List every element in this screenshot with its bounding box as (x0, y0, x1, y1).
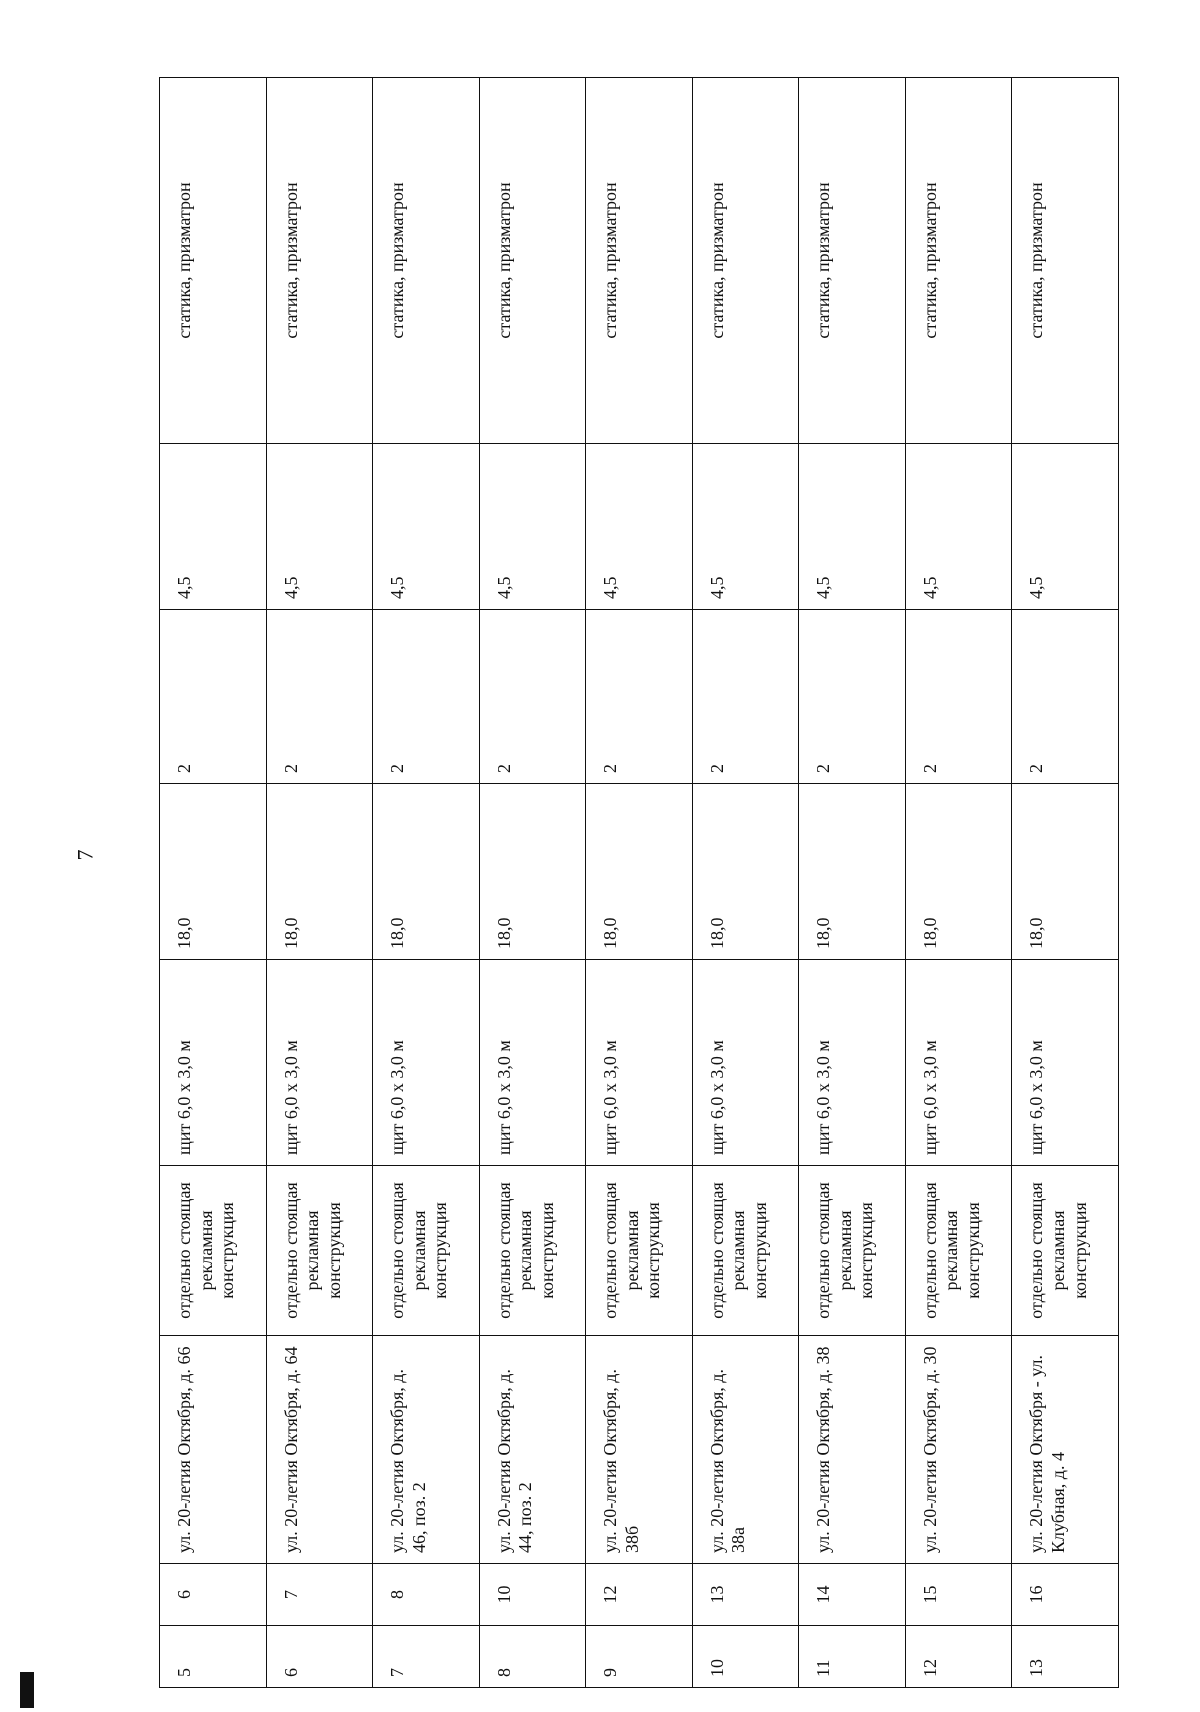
area-cell: 18,0 (692, 784, 799, 960)
position-number-cell: 6 (160, 1564, 267, 1626)
kind-cell: статика, призматрон (799, 78, 906, 444)
table-row (373, 78, 480, 1688)
advertising-structures-table (159, 77, 1119, 1688)
area-cell: 18,0 (266, 784, 373, 960)
position-number-cell: 14 (799, 1564, 906, 1626)
rotated-table-frame (159, 78, 1119, 1688)
kind-cell: статика, призматрон (373, 78, 480, 444)
size-cell: щит 6,0 х 3,0 м (266, 960, 373, 1166)
address-cell: ул. 20-летия Октября, д. 38б (586, 1336, 693, 1564)
row-number-cell: 12 (905, 1626, 1012, 1688)
sides-cell: 2 (479, 610, 586, 784)
height-cell: 4,5 (373, 444, 480, 610)
area-cell: 18,0 (905, 784, 1012, 960)
address-cell: ул. 20-летия Октября, д. 46, поз. 2 (373, 1336, 480, 1564)
structure-type-cell: отдельно стоящая рекламная конструкция (160, 1166, 267, 1336)
size-cell: щит 6,0 х 3,0 м (905, 960, 1012, 1166)
sides-cell: 2 (586, 610, 693, 784)
table-row (160, 78, 267, 1688)
sides-cell: 2 (1012, 610, 1119, 784)
structure-type-cell: отдельно стоящая рекламная конструкция (266, 1166, 373, 1336)
address-cell: ул. 20-летия Октября, д. 30 (905, 1336, 1012, 1564)
height-cell: 4,5 (1012, 444, 1119, 610)
area-cell: 18,0 (1012, 784, 1119, 960)
position-number-cell: 8 (373, 1564, 480, 1626)
area-cell: 18,0 (586, 784, 693, 960)
table-row (799, 78, 906, 1688)
height-cell: 4,5 (479, 444, 586, 610)
address-cell: ул. 20-летия Октября, д. 64 (266, 1336, 373, 1564)
area-cell: 18,0 (799, 784, 906, 960)
kind-cell: статика, призматрон (692, 78, 799, 444)
row-number-cell: 5 (160, 1626, 267, 1688)
height-cell: 4,5 (692, 444, 799, 610)
sides-cell: 2 (692, 610, 799, 784)
table-row (479, 78, 586, 1688)
position-number-cell: 7 (266, 1564, 373, 1626)
row-number-cell: 6 (266, 1626, 373, 1688)
height-cell: 4,5 (586, 444, 693, 610)
size-cell: щит 6,0 х 3,0 м (1012, 960, 1119, 1166)
area-cell: 18,0 (160, 784, 267, 960)
structure-type-cell: отдельно стоящая рекламная конструкция (1012, 1166, 1119, 1336)
structure-type-cell: отдельно стоящая рекламная конструкция (799, 1166, 906, 1336)
size-cell: щит 6,0 х 3,0 м (160, 960, 267, 1166)
position-number-cell: 16 (1012, 1564, 1119, 1626)
sides-cell: 2 (373, 610, 480, 784)
kind-cell: статика, призматрон (160, 78, 267, 444)
position-number-cell: 13 (692, 1564, 799, 1626)
row-number-cell: 8 (479, 1626, 586, 1688)
address-cell: ул. 20-летия Октября, д. 66 (160, 1336, 267, 1564)
row-number-cell: 13 (1012, 1626, 1119, 1688)
position-number-cell: 12 (586, 1564, 693, 1626)
address-cell: ул. 20-летия Октября, д. 38 (799, 1336, 906, 1564)
table-container (159, 78, 1200, 1677)
size-cell: щит 6,0 х 3,0 м (373, 960, 480, 1166)
height-cell: 4,5 (266, 444, 373, 610)
structure-type-cell: отдельно стоящая рекламная конструкция (373, 1166, 480, 1336)
structure-type-cell: отдельно стоящая рекламная конструкция (692, 1166, 799, 1336)
size-cell: щит 6,0 х 3,0 м (799, 960, 906, 1166)
area-cell: 18,0 (373, 784, 480, 960)
size-cell: щит 6,0 х 3,0 м (692, 960, 799, 1166)
structure-type-cell: отдельно стоящая рекламная конструкция (586, 1166, 693, 1336)
address-cell: ул. 20-летия Октября - ул. Клубная, д. 4 (1012, 1336, 1119, 1564)
sides-cell: 2 (799, 610, 906, 784)
size-cell: щит 6,0 х 3,0 м (479, 960, 586, 1166)
table-row (586, 78, 693, 1688)
position-number-cell: 15 (905, 1564, 1012, 1626)
area-cell: 18,0 (479, 784, 586, 960)
kind-cell: статика, призматрон (586, 78, 693, 444)
row-number-cell: 9 (586, 1626, 693, 1688)
table-row (1012, 78, 1119, 1688)
height-cell: 4,5 (160, 444, 267, 610)
sides-cell: 2 (160, 610, 267, 784)
kind-cell: статика, призматрон (1012, 78, 1119, 444)
address-cell: ул. 20-летия Октября, д. 38а (692, 1336, 799, 1564)
row-number-cell: 11 (799, 1626, 906, 1688)
structure-type-cell: отдельно стоящая рекламная конструкция (905, 1166, 1012, 1336)
height-cell: 4,5 (799, 444, 906, 610)
position-number-cell: 10 (479, 1564, 586, 1626)
table-row (266, 78, 373, 1688)
height-cell: 4,5 (905, 444, 1012, 610)
kind-cell: статика, призматрон (905, 78, 1012, 444)
kind-cell: статика, призматрон (479, 78, 586, 444)
table-row (692, 78, 799, 1688)
page-edge-mark (20, 1672, 34, 1708)
row-number-cell: 10 (692, 1626, 799, 1688)
page-number: 7 (72, 849, 98, 861)
address-cell: ул. 20-летия Октября, д. 44, поз. 2 (479, 1336, 586, 1564)
sides-cell: 2 (266, 610, 373, 784)
structure-type-cell: отдельно стоящая рекламная конструкция (479, 1166, 586, 1336)
sides-cell: 2 (905, 610, 1012, 784)
table-row (905, 78, 1012, 1688)
kind-cell: статика, призматрон (266, 78, 373, 444)
size-cell: щит 6,0 х 3,0 м (586, 960, 693, 1166)
row-number-cell: 7 (373, 1626, 480, 1688)
